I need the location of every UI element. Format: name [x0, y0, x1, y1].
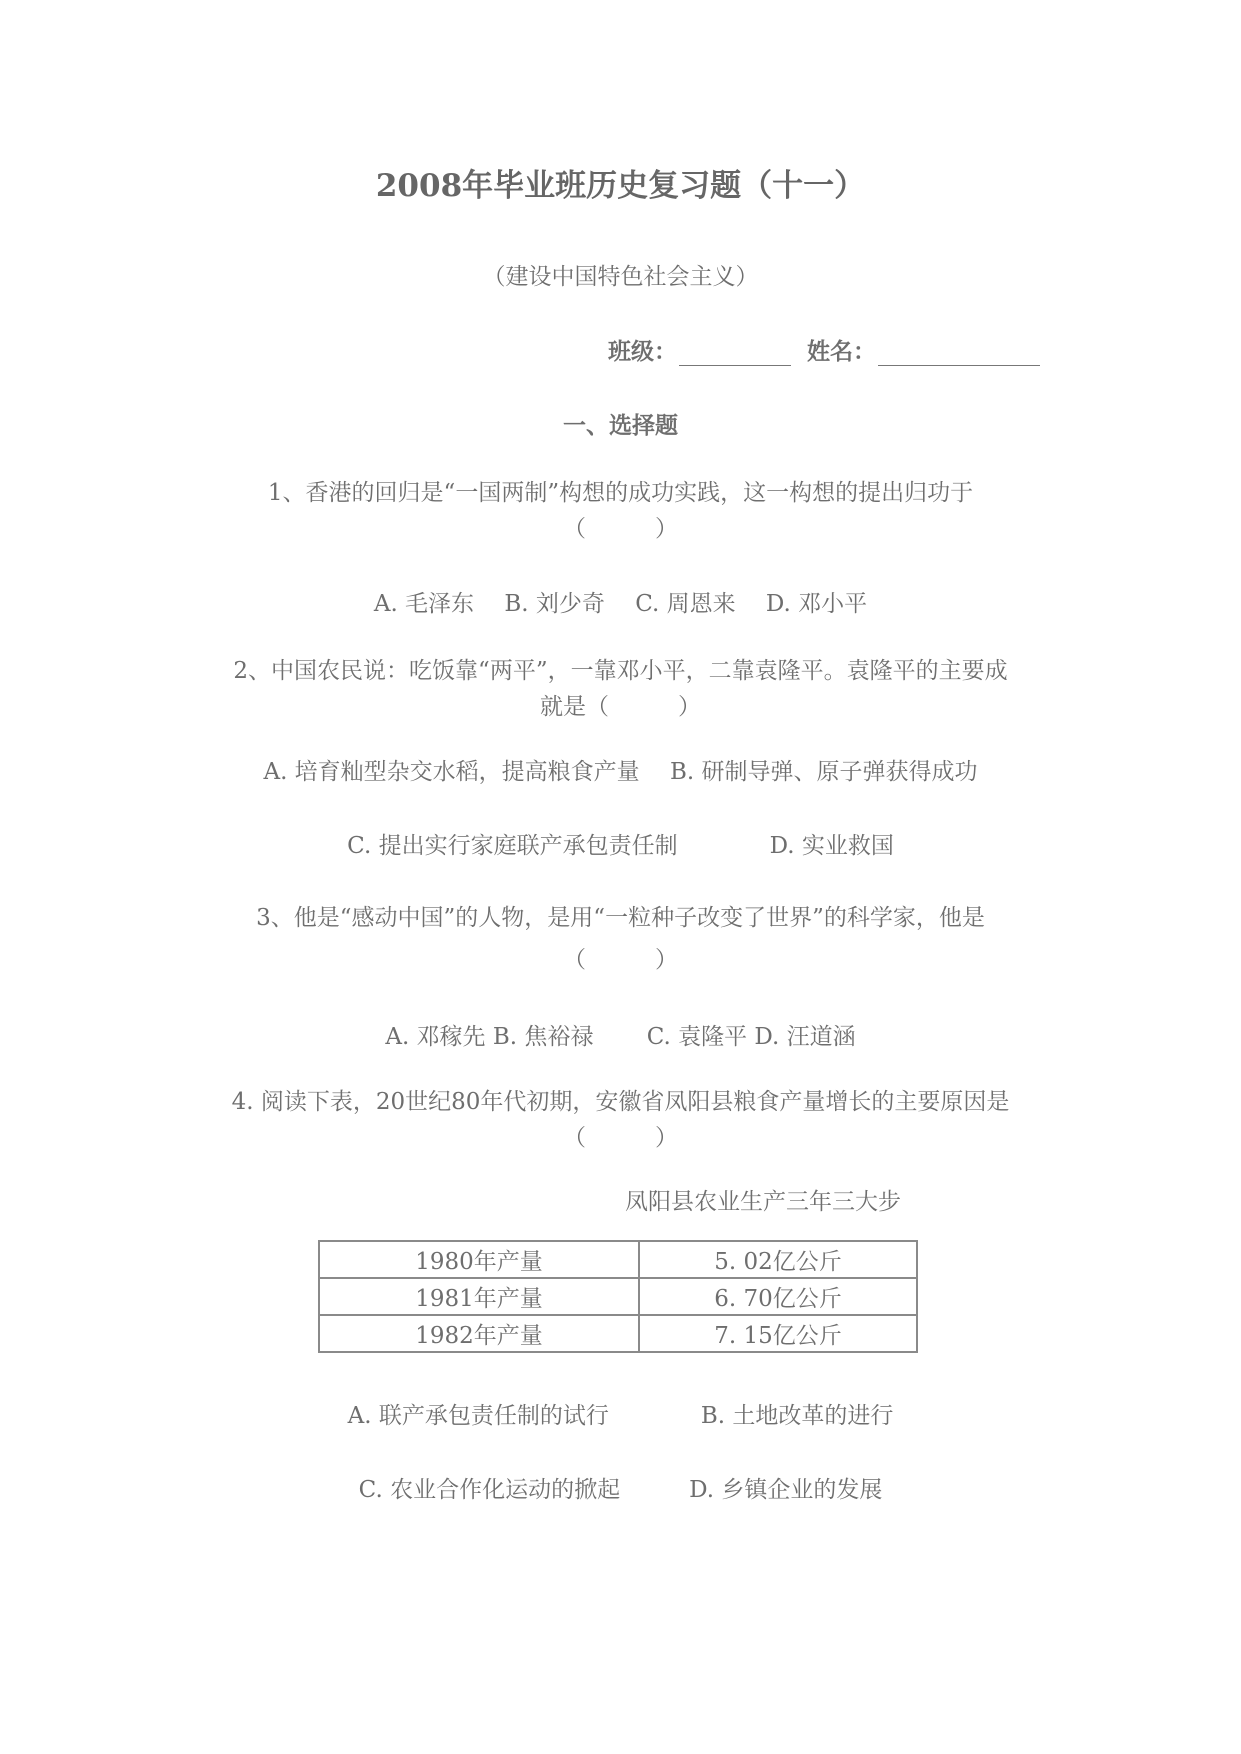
question-1-text: 1、香港的回归是“一国两制”构想的成功实践，这一构想的提出归功于	[267, 480, 974, 506]
table-caption: 凤阳县农业生产三年三大步	[625, 1189, 901, 1215]
table-row	[319, 1241, 917, 1278]
question-4-answer-blank: （ ）	[563, 1125, 678, 1151]
table-cell-year: 1980年产量	[319, 1241, 639, 1278]
section-title: 一、选择题	[563, 412, 678, 439]
class-blank[interactable]	[679, 343, 791, 366]
table-cell-year: 1981年产量	[319, 1278, 639, 1315]
page-subtitle: （建设中国特色社会主义）	[482, 264, 759, 290]
question-2-options-cd: C. 提出实行家庭联产承包责任制 D. 实业救国	[347, 833, 894, 859]
table-cell-yield: 7. 15亿公斤	[639, 1315, 917, 1352]
name-label: 姓名：	[807, 338, 877, 365]
table-row	[319, 1315, 917, 1352]
question-4-options-cd: C. 农业合作化运动的掀起 D. 乡镇企业的发展	[358, 1477, 883, 1503]
question-1-options: A. 毛泽东 B. 刘少奇 C. 周恩来 D. 邓小平	[373, 591, 868, 617]
table-cell-yield: 6. 70亿公斤	[639, 1278, 917, 1315]
class-name-line	[608, 333, 1048, 366]
table-cell-year: 1982年产量	[319, 1315, 639, 1352]
question-2-text-cont: 就是（ ）	[540, 694, 701, 720]
question-4-text: 4. 阅读下表，20世纪80年代初期，安徽省凤阳县粮食产量增长的主要原因是	[231, 1089, 1010, 1115]
question-3-options: A. 邓稼先 B. 焦裕禄 C. 袁隆平 D. 汪道涵	[385, 1024, 856, 1050]
question-4-options-ab: A. 联产承包责任制的试行 B. 土地改革的进行	[347, 1403, 894, 1429]
question-1-answer-blank: （ ）	[563, 516, 678, 542]
question-3-answer-blank: （ ）	[563, 947, 678, 973]
question-2-text: 2、中国农民说：吃饭靠“两平”，一靠邓小平，二靠袁隆平。袁隆平的主要成	[233, 658, 1008, 684]
yield-table	[318, 1240, 918, 1353]
table-row	[319, 1278, 917, 1315]
page-title: 2008年毕业班历史复习题（十一）	[375, 168, 866, 204]
question-3-text: 3、他是“感动中国”的人物，是用“一粒种子改变了世界”的科学家，他是	[256, 905, 985, 931]
table-cell-yield: 5. 02亿公斤	[639, 1241, 917, 1278]
class-label: 班级：	[608, 338, 677, 365]
name-blank[interactable]	[878, 343, 1040, 366]
question-2-options-ab: A. 培育籼型杂交水稻，提高粮食产量 B. 研制导弹、原子弹获得成功	[263, 759, 978, 785]
